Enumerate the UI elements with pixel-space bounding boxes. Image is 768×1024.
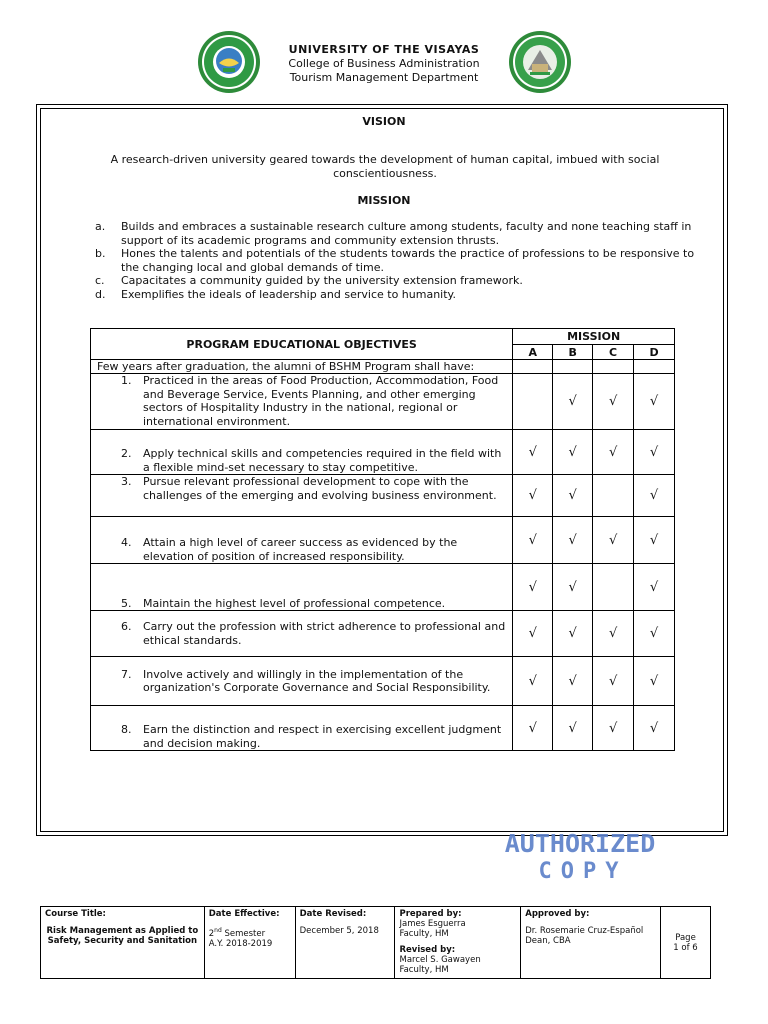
mission-title: MISSION xyxy=(357,194,411,207)
check-mark: √ xyxy=(593,430,634,475)
page-label: Page xyxy=(675,932,696,943)
check-mark xyxy=(593,475,634,517)
page-of: 1 of 6 xyxy=(673,942,698,953)
check-mark: √ xyxy=(593,706,634,751)
check-mark: √ xyxy=(553,374,593,430)
check-mark: √ xyxy=(513,706,553,751)
check-mark: √ xyxy=(593,374,634,430)
check-mark: √ xyxy=(553,611,593,657)
course-title-label: Course Title: xyxy=(45,909,106,919)
revised-by-label: Revised by: xyxy=(399,945,456,955)
mission-column-header: MISSION xyxy=(513,329,675,345)
prepared-by-label: Prepared by: xyxy=(399,909,462,919)
peo-intro: Few years after graduation, the alumni of BSHM Program shall have: xyxy=(91,360,513,374)
table-row: 3. Pursue relevant professional development to cope with the challenges of the emerging and evolving business environment. √ √ √ xyxy=(91,475,675,517)
check-mark: √ xyxy=(513,475,553,517)
prepared-by-cell xyxy=(395,907,521,979)
semester: 2nd Semester xyxy=(208,927,266,939)
check-mark: √ xyxy=(634,611,675,657)
check-mark: √ xyxy=(513,564,553,611)
list-item: c. Capacitates a community guided by the university extension framework. xyxy=(95,274,523,287)
check-mark: √ xyxy=(593,657,634,706)
column-header-d: D xyxy=(634,345,675,360)
table-row: 6. Carry out the profession with strict adherence to professional and ethical standards. √ √ √ √ xyxy=(91,611,675,657)
page-number-cell xyxy=(661,907,711,979)
document-header xyxy=(270,43,498,85)
check-mark: √ xyxy=(634,374,675,430)
table-row: 1. Practiced in the areas of Food Production, Accommodation, Food and Beverage Service, Events Planning, and other emerging sectors of Hospitality Industry in the national, regional or international environment. √ √ √ xyxy=(91,374,675,430)
check-mark xyxy=(593,564,634,611)
column-header-b: B xyxy=(553,345,593,360)
course-title: Risk Management as Applied to Safety, Security and Sanitation xyxy=(46,926,199,946)
check-mark: √ xyxy=(634,657,675,706)
approved-by-label: Approved by: xyxy=(525,909,590,919)
date-revised-cell xyxy=(295,907,395,979)
university-seal-logo xyxy=(197,30,261,94)
department-name: Tourism Management Department xyxy=(289,71,479,84)
check-mark xyxy=(513,374,553,430)
date-effective-label: Date Effective: xyxy=(208,909,280,919)
stamp-line-2: COPY xyxy=(538,859,628,884)
check-mark: √ xyxy=(513,430,553,475)
check-mark: √ xyxy=(553,564,593,611)
check-mark: √ xyxy=(634,564,675,611)
prepared-by-name: James Esguerra xyxy=(399,919,466,929)
check-mark: √ xyxy=(513,517,553,564)
check-mark: √ xyxy=(513,657,553,706)
check-mark: √ xyxy=(553,657,593,706)
list-item: b. Hones the talents and potentials of the students towards the practice of professions to be responsive to the changing local and global demands of time. xyxy=(95,247,695,274)
approved-by-cell xyxy=(521,907,661,979)
table-row: 7. Involve actively and willingly in the implementation of the organization's Corporate Governance and Social Responsibility. √ √ √ √ xyxy=(91,657,675,706)
stamp-line-1: AUTHORIZED xyxy=(504,829,656,858)
column-header-a: A xyxy=(513,345,553,360)
date-revised-label: Date Revised: xyxy=(299,909,367,919)
check-mark: √ xyxy=(553,430,593,475)
table-row: 2. Apply technical skills and competencies required in the field with a flexible mind-set necessary to stay competitive. √ √ √ √ xyxy=(91,430,675,475)
check-mark: √ xyxy=(634,475,675,517)
approved-by-name: Dr. Rosemarie Cruz-Español xyxy=(525,926,644,936)
table-row: 5. Maintain the highest level of professional competence. √ √ √ xyxy=(91,564,675,611)
table-row: 8. Earn the distinction and respect in exercising excellent judgment and decision making. √ √ √ √ xyxy=(91,706,675,751)
list-item: d. Exemplifies the ideals of leadership and service to humanity. xyxy=(95,287,456,301)
course-title-cell xyxy=(41,907,205,979)
authorized-copy-stamp xyxy=(489,829,671,885)
prepared-by-role: Faculty, HM xyxy=(399,929,449,939)
peo-table xyxy=(90,328,675,751)
list-item: a. Builds and embraces a sustainable research culture among students, faculty and none teaching staff in support of its academic programs and community extension thrusts. xyxy=(95,220,692,247)
university-name: UNIVERSITY OF THE VISAYAS xyxy=(288,43,480,56)
approved-by-role: Dean, CBA xyxy=(525,936,571,946)
check-mark: √ xyxy=(634,430,675,475)
check-mark: √ xyxy=(553,517,593,564)
column-header-c: C xyxy=(593,345,634,360)
vision-text: A research-driven university geared towards the development of human capital, imbued with social conscientiousness. xyxy=(110,153,660,180)
check-mark: √ xyxy=(593,611,634,657)
date-revised: December 5, 2018 xyxy=(299,926,379,936)
college-name: College of Business Administration xyxy=(288,57,480,70)
vision-title: VISION xyxy=(362,115,406,128)
check-mark: √ xyxy=(634,706,675,751)
revised-by-role: Faculty, HM xyxy=(399,965,449,975)
check-mark: √ xyxy=(553,475,593,517)
peo-title: PROGRAM EDUCATIONAL OBJECTIVES xyxy=(91,329,513,360)
college-seal-logo xyxy=(508,30,572,94)
revised-by-name: Marcel S. Gawayen xyxy=(399,955,481,965)
date-effective-cell xyxy=(204,907,295,979)
mission-list xyxy=(95,220,715,301)
check-mark: √ xyxy=(634,517,675,564)
document-footer-table xyxy=(40,906,711,979)
check-mark: √ xyxy=(593,517,634,564)
table-row: 4. Attain a high level of career success as evidenced by the elevation of position of increased responsibility. √ √ √ √ xyxy=(91,517,675,564)
academic-year: A.Y. 2018-2019 xyxy=(208,938,273,949)
check-mark: √ xyxy=(553,706,593,751)
check-mark: √ xyxy=(513,611,553,657)
